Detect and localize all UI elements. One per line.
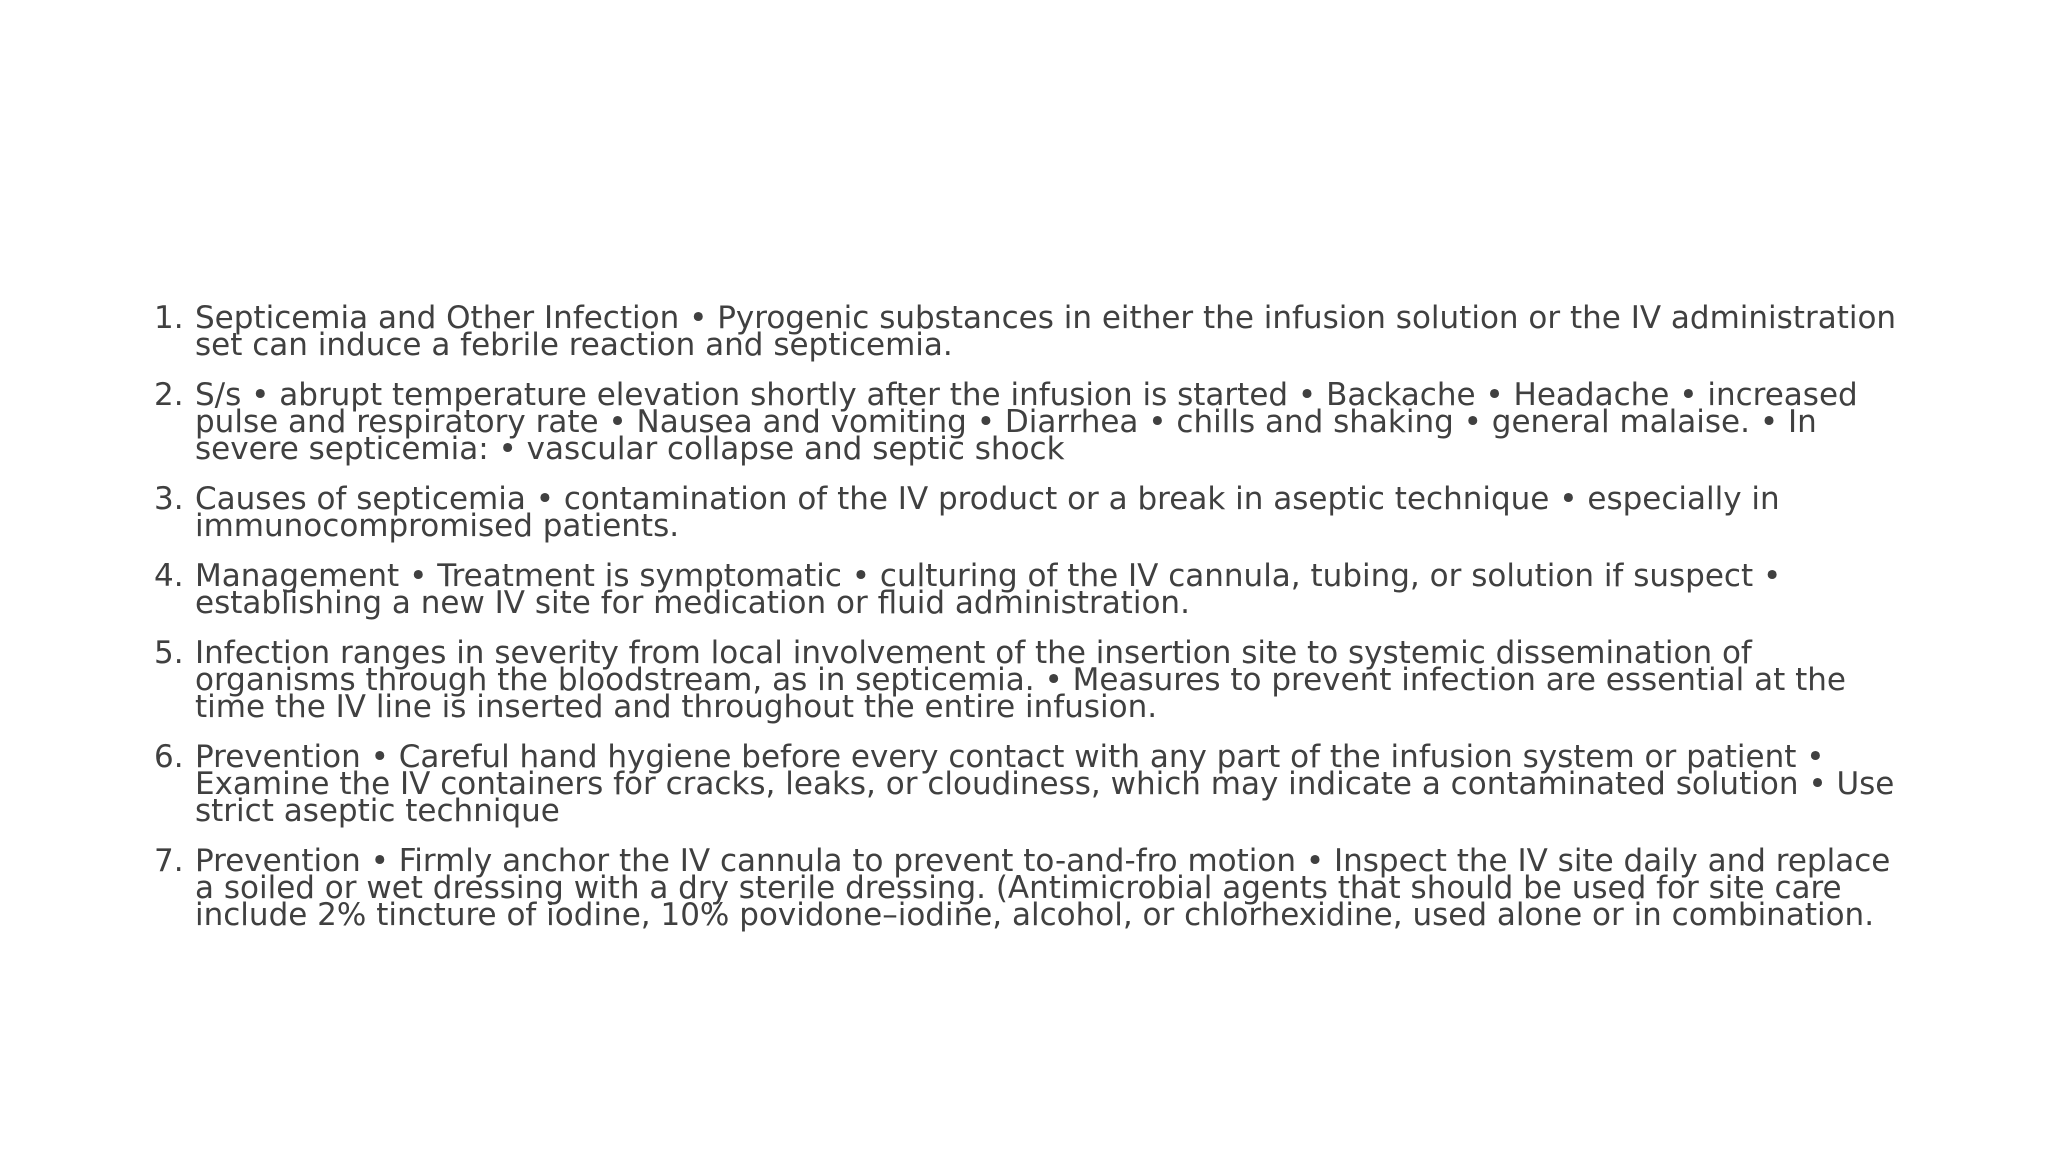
list-item-text: Septicemia and Other Infection • Pyrogenic substances in either the infusion solution or the IV administration set can induce a febrile reaction and septicemia. <box>195 300 1897 363</box>
numbered-list <box>154 300 1914 952</box>
list-item <box>154 558 1914 621</box>
list-item-number: 2. <box>154 377 184 413</box>
list-item-number: 7. <box>154 843 184 879</box>
list-item <box>154 843 1914 933</box>
list-item-text: Management • Treatment is symptomatic • culturing of the IV cannula, tubing, or solution if suspect • establishing a new IV site for medication or fluid administration. <box>195 558 1782 621</box>
list-item <box>154 300 1914 363</box>
list-item-number: 6. <box>154 739 184 775</box>
list-item <box>154 739 1914 829</box>
list-item-number: 4. <box>154 558 184 594</box>
list-item <box>154 481 1914 544</box>
list-item-number: 5. <box>154 635 184 671</box>
list-item-number: 1. <box>154 300 184 336</box>
list-item <box>154 635 1914 725</box>
list-item-number: 3. <box>154 481 184 517</box>
list-item-text: S/s • abrupt temperature elevation shortly after the infusion is started • Backache • Headache • increased pulse and respiratory rate • Nausea and vomiting • Diarrhea • chills and shaking • general malaise. • In severe septicemia: • vascular collapse and septic shock <box>195 377 1858 467</box>
list-item-text: Infection ranges in severity from local involvement of the insertion site to systemic dissemination of organisms through the bloodstream, as in septicemia. • Measures to prevent infection are essential at the time the IV line is inserted and throughout the entire infusion. <box>195 635 1846 725</box>
list-item-text: Causes of septicemia • contamination of the IV product or a break in aseptic technique • especially in immunocompromised patients. <box>195 481 1780 544</box>
list-item-text: Prevention • Careful hand hygiene before every contact with any part of the infusion system or patient • Examine the IV containers for cracks, leaks, or cloudiness, which may indicate a contaminated solution • Use strict aseptic technique <box>195 739 1895 829</box>
list-item-text: Prevention • Firmly anchor the IV cannula to prevent to-and-fro motion • Inspect the IV site daily and replace a soiled or wet dressing with a dry sterile dressing. (Antimicrobial agents that should be used for site care include 2% tincture of iodine, 10% povidone–iodine, alcohol, or chlorhexidine, used alone or in combination. <box>195 843 1891 933</box>
list-item <box>154 377 1914 467</box>
